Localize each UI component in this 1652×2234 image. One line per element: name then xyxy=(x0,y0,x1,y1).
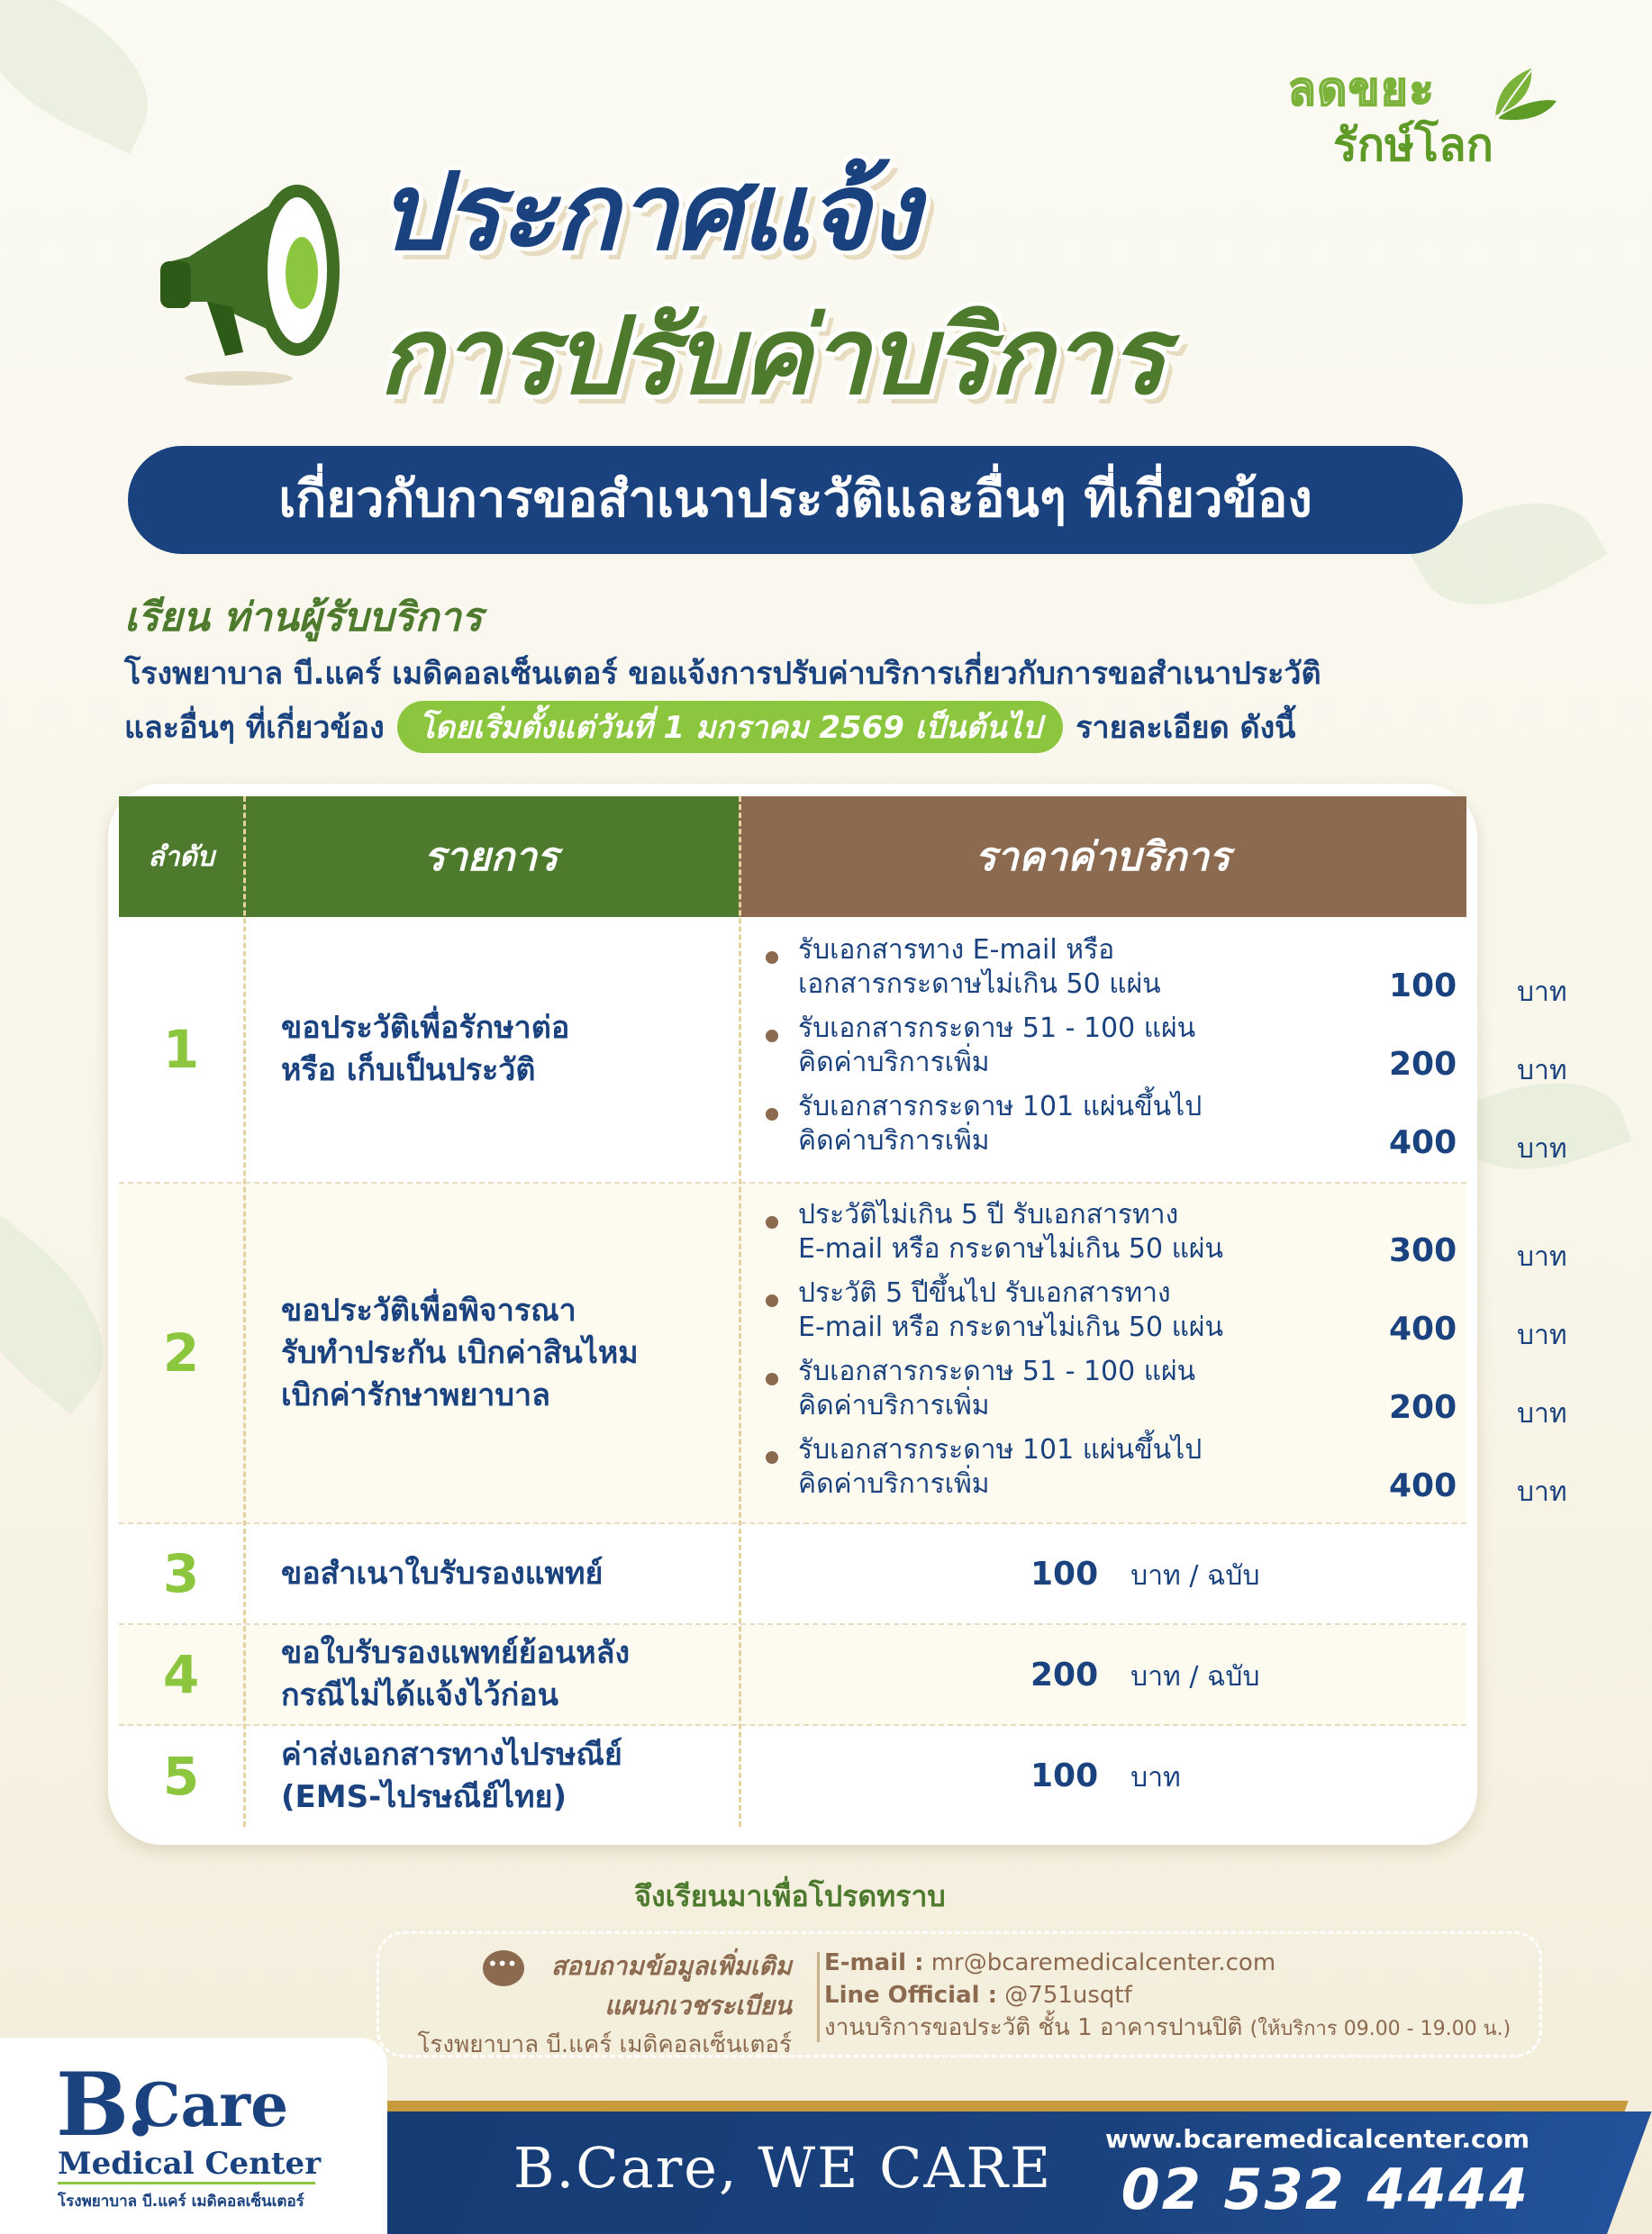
table-row xyxy=(119,1625,1466,1726)
inquiry-label: สอบถามข้อมูลเพิ่มเติม xyxy=(550,1951,792,1981)
row-item-line: เบิกค่ารักษาพยาบาล xyxy=(281,1376,550,1413)
phone-number[interactable]: 02 532 4444 xyxy=(1121,2157,1529,2222)
bullet-icon xyxy=(766,1030,778,1042)
price-amount: 100 xyxy=(1030,1556,1099,1593)
logo-underline xyxy=(58,2182,315,2184)
price-flat xyxy=(1030,1757,1181,1799)
price-amount: 200 xyxy=(1030,1657,1099,1694)
subheadline-banner: เกี่ยวกับการขอสำเนาประวัติและอื่นๆ ที่เกี่ยวข้อง xyxy=(128,446,1463,554)
bullet-icon xyxy=(766,1373,778,1385)
price-amount: 300 xyxy=(1389,1232,1457,1269)
row-item xyxy=(281,1184,731,1522)
leaf-decoration xyxy=(0,0,176,154)
row-item-line: ค่าส่งเอกสารทางไปรษณีย์ xyxy=(281,1737,622,1773)
bullet-icon xyxy=(766,1451,778,1464)
price-option-text: รับเอกสารกระดาษ 101 แผ่นขึ้นไป คิดค่าบริการเพิ่ม xyxy=(798,1091,1203,1157)
logo-care: Care xyxy=(133,2070,289,2140)
price-amount: 400 xyxy=(1389,1124,1457,1161)
headline-line1: ประกาศแจ้ง xyxy=(378,150,919,274)
headline-line2: การปรับค่าบริการ xyxy=(378,294,1165,418)
intro-line2-suffix: รายละเอียด ดังนี้ xyxy=(1076,710,1296,746)
intro-line1: โรงพยาบาล บี.แคร์ เมดิคอลเซ็นเตอร์ ขอแจ้งการปรับค่าบริการเกี่ยวกับการขอสำเนาประวัติ xyxy=(124,656,1321,692)
row-item xyxy=(281,1524,731,1623)
service-desk: งานบริการขอประวัติ ชั้น 1 อาคารปานปิติ xyxy=(824,2014,1243,2041)
line-label: Line Official : xyxy=(824,1982,998,2009)
column-divider xyxy=(243,796,246,1827)
price-option-text: รับเอกสารทาง E-mail หรือ เอกสารกระดาษไม่เกิน 50 แผ่น xyxy=(798,934,1161,1000)
table-row xyxy=(119,1184,1567,1524)
column-divider xyxy=(739,796,741,1827)
price-amount: 400 xyxy=(1389,1311,1457,1348)
effective-date-highlight: โดยเริ่มตั้งแต่วันที่ 1 มกราคม 2569 เป็นต้นไป xyxy=(397,701,1064,753)
row-item-line: ขอสำเนาใบรับรองแพทย์ xyxy=(281,1555,604,1592)
row-number: 4 xyxy=(162,1644,200,1705)
row-item xyxy=(281,917,731,1182)
row-item-line: ขอประวัติเพื่อรักษาต่อ xyxy=(281,1010,570,1046)
bullet-icon xyxy=(766,1216,778,1229)
line-id[interactable]: @751usqtf xyxy=(1004,1982,1132,2009)
contact-box xyxy=(377,1931,1542,2057)
intro-line2 xyxy=(124,701,1295,753)
row-number: 1 xyxy=(162,1019,200,1080)
price-amount: 200 xyxy=(1389,1389,1457,1426)
slogan: B.Care, WE CARE xyxy=(513,2135,1053,2201)
column-header-price: ราคาค่าบริการ xyxy=(739,796,1466,917)
bullet-icon xyxy=(766,951,778,964)
table-row xyxy=(119,1524,1466,1625)
closing-line: จึงเรียนมาเพื่อโปรดทราบ xyxy=(634,1879,946,1913)
price-option-text: รับเอกสารกระดาษ 101 แผ่นขึ้นไป คิดค่าบริการเพิ่ม xyxy=(798,1434,1203,1500)
eco-logo-line2: รักษ์โลก xyxy=(1333,119,1493,171)
table-row xyxy=(119,1726,1466,1827)
price-option-text: ประวัติไม่เกิน 5 ปี รับเอกสารทาง E-mail หรือ กระดาษไม่เกิน 50 แผ่น xyxy=(798,1199,1223,1265)
price-flat xyxy=(1030,1656,1260,1698)
price-unit: บาท xyxy=(1130,1762,1181,1794)
row-item-line: หรือ เก็บเป็นประวัติ xyxy=(281,1052,536,1088)
price-unit: บาท xyxy=(1517,976,1567,1008)
price-option-text: รับเอกสารกระดาษ 51 - 100 แผ่น คิดค่าบริการเพิ่ม xyxy=(798,1013,1196,1078)
price-option-text: ประวัติ 5 ปีขึ้นไป รับเอกสารทาง E-mail หรือ กระดาษไม่เกิน 50 แผ่น xyxy=(798,1277,1223,1343)
logo-thai-name: โรงพยาบาล บี.แคร์ เมดิคอลเซ็นเตอร์ xyxy=(58,2193,304,2211)
bullet-icon xyxy=(766,1294,778,1307)
table-row xyxy=(119,917,1567,1184)
salutation: เรียน ท่านผู้รับบริการ xyxy=(124,595,483,640)
price-option-text: รับเอกสารกระดาษ 51 - 100 แผ่น คิดค่าบริการเพิ่ม xyxy=(798,1356,1196,1421)
row-number: 5 xyxy=(162,1746,200,1807)
row-item-line: กรณีไม่ได้แจ้งไว้ก่อน xyxy=(281,1677,558,1713)
service-hours: (ให้บริการ 09.00 - 19.00 น.) xyxy=(1249,2018,1511,2040)
price-unit: บาท / ฉบับ xyxy=(1130,1560,1260,1592)
contact-department xyxy=(417,1947,792,2063)
price-amount: 200 xyxy=(1389,1046,1457,1083)
bullet-icon xyxy=(766,1108,778,1121)
price-unit: บาท xyxy=(1517,1133,1567,1165)
price-amount: 100 xyxy=(1389,967,1457,1004)
row-number: 2 xyxy=(162,1322,200,1384)
intro-line2-prefix: และอื่นๆ ที่เกี่ยวข้อง xyxy=(124,710,385,746)
row-item-line: รับทำประกัน เบิกค่าสินไหม xyxy=(281,1334,639,1371)
hospital-name: โรงพยาบาล บี.แคร์ เมดิคอลเซ็นเตอร์ xyxy=(417,2031,792,2058)
website-link[interactable]: www.bcaremedicalcenter.com xyxy=(1104,2124,1529,2154)
row-item-line: (EMS-ไปรษณีย์ไทย) xyxy=(281,1779,567,1815)
leaf-sprout-icon xyxy=(1468,61,1558,124)
price-unit: บาท / ฉบับ xyxy=(1130,1661,1260,1693)
row-item-line: ขอใบรับรองแพทย์ย้อนหลัง xyxy=(281,1635,631,1671)
logo-b: B. xyxy=(56,2054,152,2156)
logo-medical-center: Medical Center xyxy=(58,2146,322,2182)
contact-details xyxy=(824,1947,1511,2046)
eco-logo-line1: ลดขยะ xyxy=(1288,63,1436,115)
row-item-line: ขอประวัติเพื่อพิจารณา xyxy=(281,1292,576,1329)
row-item xyxy=(281,1726,731,1827)
megaphone-icon xyxy=(153,176,369,392)
price-amount: 100 xyxy=(1030,1757,1099,1794)
email-link[interactable]: mr@bcaremedicalcenter.com xyxy=(930,1949,1276,1976)
department-name: แผนกเวชระเบียน xyxy=(604,1991,792,2021)
column-header-no: ลำดับ xyxy=(119,796,243,917)
row-number: 3 xyxy=(162,1543,200,1604)
price-table xyxy=(119,796,1567,1827)
price-amount: 400 xyxy=(1389,1467,1457,1504)
column-header-item: รายการ xyxy=(243,796,739,917)
price-unit: บาท xyxy=(1517,1320,1567,1351)
row-item xyxy=(281,1625,731,1724)
price-flat xyxy=(1030,1555,1260,1597)
price-unit: บาท xyxy=(1517,1055,1567,1086)
price-unit: บาท xyxy=(1517,1241,1567,1273)
email-label: E-mail : xyxy=(824,1949,924,1976)
contact-divider xyxy=(817,1952,820,2042)
price-unit: บาท xyxy=(1517,1476,1567,1508)
price-unit: บาท xyxy=(1517,1398,1567,1430)
